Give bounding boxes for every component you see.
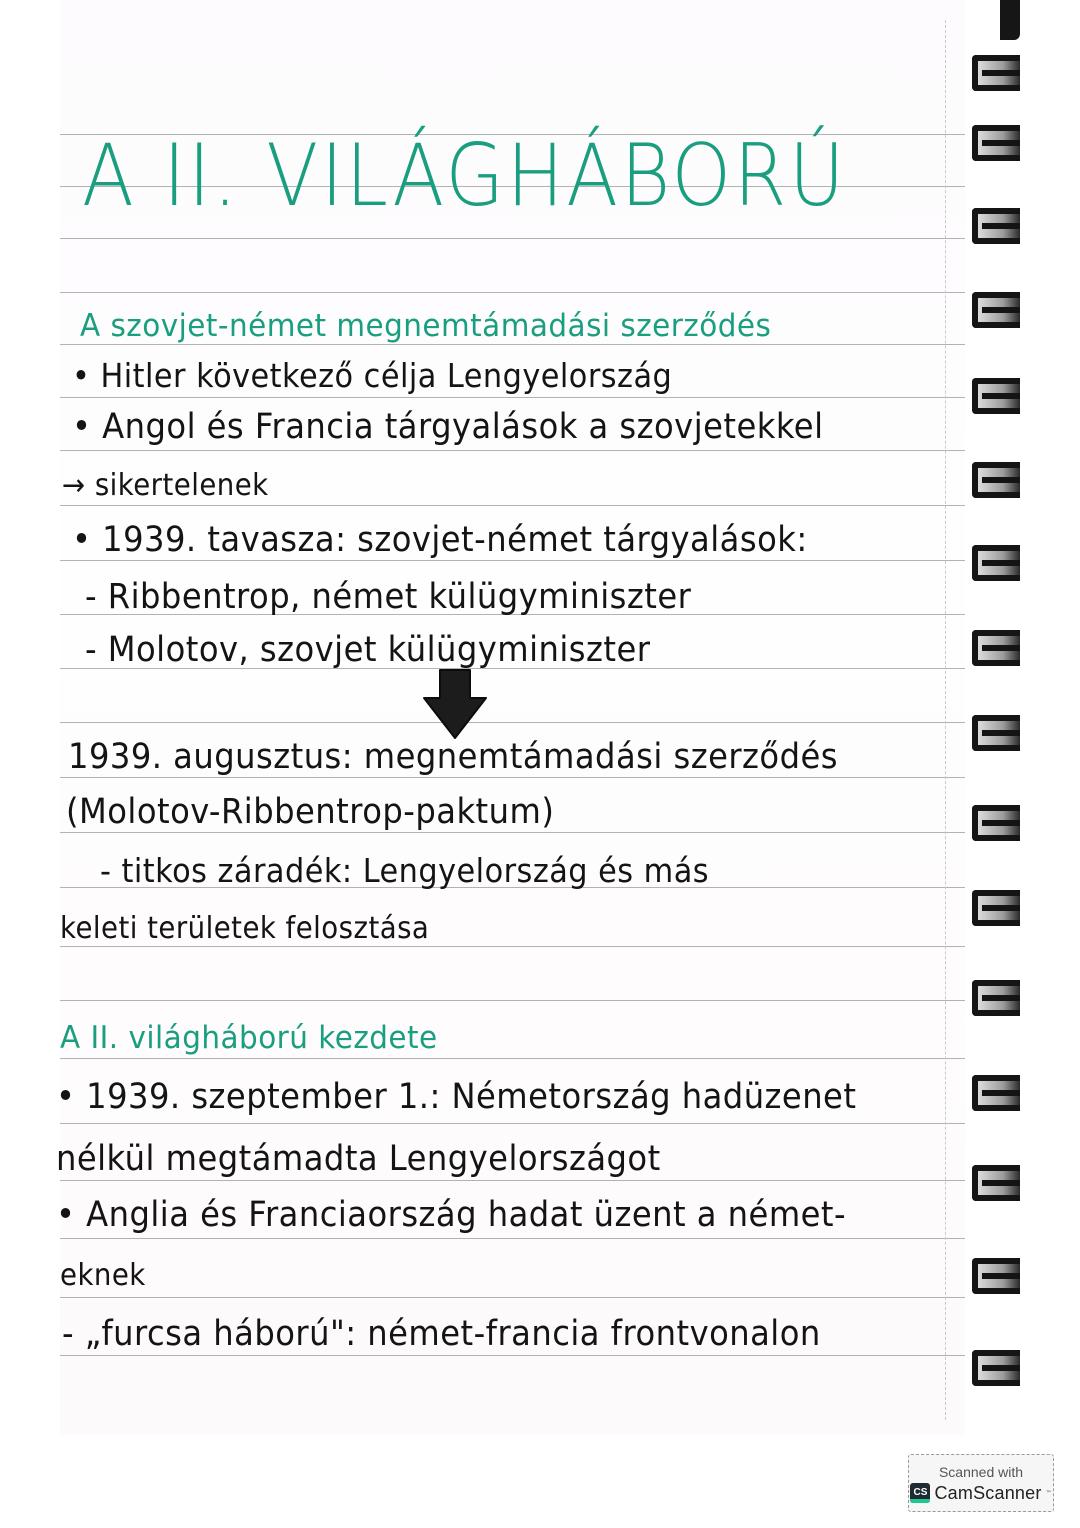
page-title: A II. VILÁGHÁBORÚ <box>82 126 847 226</box>
spiral-ring <box>972 292 1020 328</box>
note-line: • 1939. tavasza: szovjet-német tárgyalások: <box>72 520 808 560</box>
ruled-line <box>60 450 965 451</box>
spiral-ring <box>972 715 1020 751</box>
spiral-ring <box>972 805 1020 841</box>
note-line: - Ribbentrop, német külügyminiszter <box>85 577 692 617</box>
ruled-line <box>60 238 965 239</box>
note-line: • Angol és Francia tárgyalások a szovjetekkel <box>72 407 824 447</box>
trademark-symbol: ™ <box>1045 1489 1052 1497</box>
note-line: - Molotov, szovjet külügyminiszter <box>85 630 651 670</box>
ruled-line <box>60 722 965 723</box>
note-line: keleti területek felosztása <box>60 911 430 946</box>
spiral-ring <box>972 1165 1020 1201</box>
ruled-line <box>60 1238 965 1239</box>
ruled-line <box>60 1058 965 1059</box>
note-line: → sikertelenek <box>62 468 269 503</box>
ruled-line <box>60 292 965 293</box>
camscanner-watermark <box>908 1454 1054 1512</box>
spiral-ring <box>972 1075 1020 1111</box>
note-line: 1939. augusztus: megnemtámadási szerződés <box>68 737 838 777</box>
note-line: • 1939. szeptember 1.: Németország hadüzenet <box>56 1077 857 1117</box>
spiral-ring <box>972 890 1020 926</box>
arrow-down-icon <box>422 668 488 740</box>
ruled-line <box>60 397 965 398</box>
ruled-line <box>60 1123 965 1124</box>
watermark-brand: CamScanner <box>934 1482 1042 1503</box>
spiral-ring <box>972 545 1020 581</box>
spiral-ring <box>972 208 1020 244</box>
spiral-binding <box>972 0 1022 1435</box>
spiral-ring <box>972 630 1020 666</box>
spiral-ring <box>972 462 1020 498</box>
ruled-line <box>60 1000 965 1001</box>
spiral-ring <box>972 1350 1020 1386</box>
spiral-ring <box>972 378 1020 414</box>
section-heading: A szovjet-német megnemtámadási szerződés <box>80 308 772 344</box>
watermark-caption: Scanned with <box>938 1463 1024 1480</box>
spiral-ring <box>972 55 1020 91</box>
margin-line <box>945 20 946 1420</box>
note-line: - titkos záradék: Lengyelország és más <box>100 851 710 890</box>
note-line: • Anglia és Franciaország hadat üzent a német- <box>56 1195 847 1235</box>
note-line: nélkül megtámadta Lengyelországot <box>56 1139 661 1179</box>
note-line: eknek <box>60 1258 146 1293</box>
note-line: • Hitler következő célja Lengyelország <box>72 356 673 395</box>
ruled-line <box>60 1297 965 1298</box>
section-heading: A II. világháború kezdete <box>60 1020 438 1056</box>
spiral-ring <box>972 980 1020 1016</box>
note-line: - „furcsa háború": német-francia frontvonalon <box>62 1314 821 1354</box>
spiral-ring <box>972 1258 1020 1294</box>
note-line: (Molotov-Ribbentrop-paktum) <box>66 792 555 832</box>
camscanner-logo-icon: CS <box>910 1483 930 1503</box>
spiral-ring <box>972 125 1020 161</box>
